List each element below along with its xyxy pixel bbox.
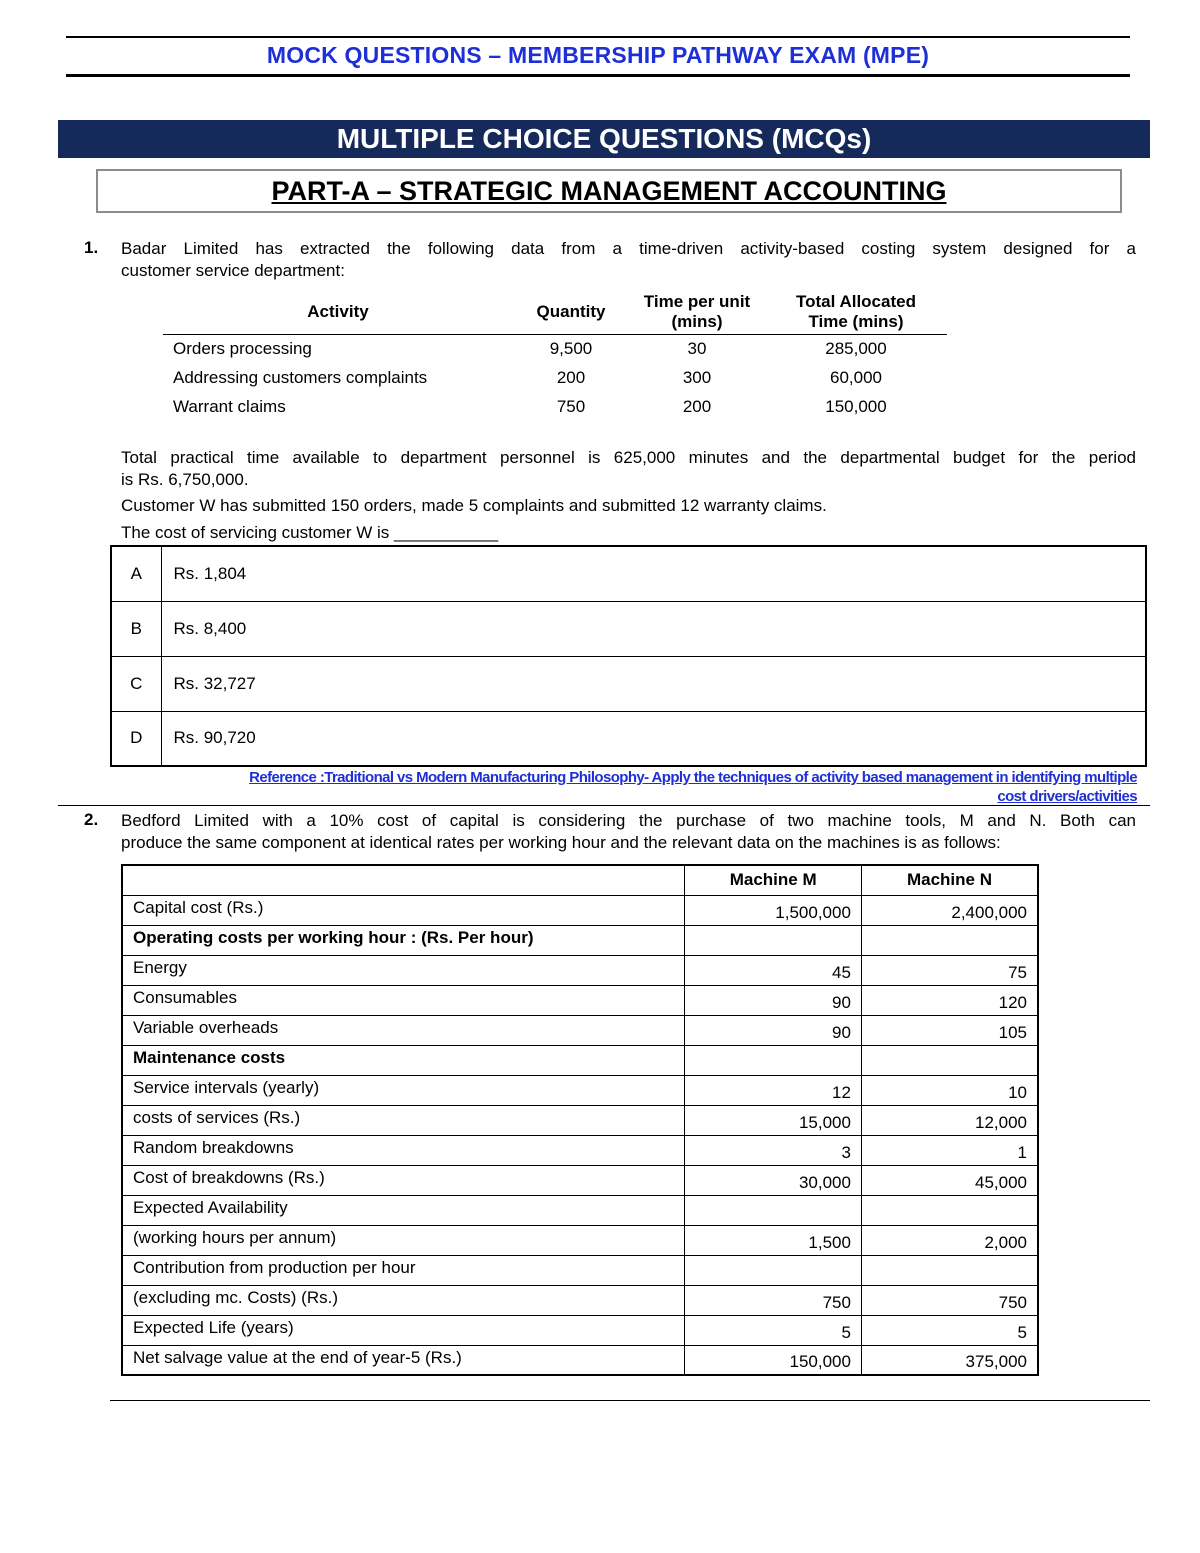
machine-m-value: 90: [685, 985, 862, 1015]
row-label: Expected Availability: [122, 1195, 685, 1225]
option-row-b[interactable]: [111, 601, 1146, 656]
quantity-cell: 750: [556, 397, 586, 416]
machine-n-value: 2,000: [861, 1225, 1038, 1255]
machine-n-value: 10: [861, 1075, 1038, 1105]
table-row: [122, 985, 1038, 1015]
option-letter[interactable]: B: [111, 601, 161, 656]
option-text[interactable]: Rs. 1,804: [161, 546, 1146, 601]
table-row: [122, 925, 1038, 955]
page-header: [66, 36, 1130, 77]
row-label: Contribution from production per hour: [122, 1255, 685, 1285]
machine-n-value: 120: [861, 985, 1038, 1015]
question-1-paragraph-2: Customer W has submitted 150 orders, made 5 complaints and submitted 12 warranty claims.: [121, 496, 827, 515]
option-text[interactable]: Rs. 8,400: [161, 601, 1146, 656]
header-label: [122, 865, 685, 895]
part-heading: PART-A – STRATEGIC MANAGEMENT ACCOUNTING: [271, 176, 947, 206]
machine-n-value: 375,000: [861, 1345, 1038, 1375]
row-label: Service intervals (yearly): [122, 1075, 685, 1105]
machine-m-value: 3: [685, 1135, 862, 1165]
header-rule-bottom: [66, 74, 1130, 77]
option-letter[interactable]: C: [111, 656, 161, 711]
row-label: Maintenance costs: [122, 1045, 685, 1075]
total-time-cell: 150,000: [825, 397, 887, 416]
machine-n-value: 1: [861, 1135, 1038, 1165]
table-row: [122, 1165, 1038, 1195]
machine-n-value: [861, 1045, 1038, 1075]
page-title: MOCK QUESTIONS – MEMBERSHIP PATHWAY EXAM (MPE): [266, 42, 930, 68]
table-row: [122, 1105, 1038, 1135]
question-1-paragraph-1-line-2: is Rs. 6,750,000.: [121, 470, 249, 489]
table-row: [122, 1225, 1038, 1255]
machine-m-value: 1,500,000: [685, 895, 862, 925]
header-total-time-text: Total Allocated Time (mins): [796, 292, 916, 331]
machine-n-value: [861, 1195, 1038, 1225]
row-label: Capital cost (Rs.): [122, 895, 685, 925]
machine-m-value: 750: [685, 1285, 862, 1315]
question-2-line-2: produce the same component at identical rates per working hour and the relevant data on the machines is as follows:: [121, 833, 1001, 852]
footer-divider: [110, 1400, 1150, 1401]
machine-n-value: 2,400,000: [861, 895, 1038, 925]
machine-m-value: [685, 925, 862, 955]
machine-n-value: 12,000: [861, 1105, 1038, 1135]
part-heading-box: [96, 169, 1122, 213]
activity-cost-table: [163, 292, 947, 422]
row-label: Energy: [122, 955, 685, 985]
activity-cell: Warrant claims: [173, 397, 286, 416]
machine-n-value: 75: [861, 955, 1038, 985]
table-row: [122, 955, 1038, 985]
activity-cell: Orders processing: [173, 339, 312, 359]
table-row: [122, 1045, 1038, 1075]
table-row: [122, 1075, 1038, 1105]
mcq-banner: MULTIPLE CHOICE QUESTIONS (MCQs): [58, 120, 1150, 158]
header-time-per-unit: [629, 292, 765, 335]
machine-m-value: 45: [685, 955, 862, 985]
question-1-number: 1.: [84, 238, 99, 257]
total-time-cell: 285,000: [825, 339, 887, 359]
question-1-text: [121, 238, 1136, 282]
table-row: [122, 1255, 1038, 1285]
table-row: [122, 895, 1038, 925]
reference-line-1: Reference :Traditional vs Modern Manufacturing Philosophy- Apply the techniques of activity based management in identifying multiple: [249, 769, 1137, 786]
question-1-line-1: Badar Limited has extracted the following data from a time-driven activity-based costing system designed for a: [121, 239, 1136, 258]
machine-m-value: 15,000: [685, 1105, 862, 1135]
row-label: costs of services (Rs.): [122, 1105, 685, 1135]
option-row-a[interactable]: [111, 546, 1146, 601]
table-row: [163, 364, 947, 393]
question-2-number: 2.: [84, 810, 99, 829]
machine-m-value: [685, 1255, 862, 1285]
option-row-d[interactable]: [111, 711, 1146, 766]
row-label: Operating costs per working hour : (Rs. Per hour): [122, 925, 685, 955]
option-letter[interactable]: D: [111, 711, 161, 766]
option-letter[interactable]: A: [111, 546, 161, 601]
reference-line-2: cost drivers/activities: [997, 788, 1137, 805]
table-row: [163, 393, 947, 422]
header-machine-m: Machine M: [685, 865, 862, 895]
header-quantity: Quantity: [513, 292, 629, 335]
machine-n-value: [861, 1255, 1038, 1285]
time-per-unit-cell: 30: [687, 339, 707, 359]
option-row-c[interactable]: [111, 656, 1146, 711]
header-time-per-unit-text: Time per unit (mins): [643, 292, 751, 331]
machine-m-value: 90: [685, 1015, 862, 1045]
section-divider: [58, 805, 1150, 806]
table-row: [122, 1195, 1038, 1225]
machine-m-value: [685, 1045, 862, 1075]
question-2-text: [121, 810, 1136, 854]
row-label: Variable overheads: [122, 1015, 685, 1045]
machine-m-value: 30,000: [685, 1165, 862, 1195]
option-text[interactable]: Rs. 90,720: [161, 711, 1146, 766]
machine-m-value: 1,500: [685, 1225, 862, 1255]
header-machine-n: Machine N: [861, 865, 1038, 895]
machine-n-value: 5: [861, 1315, 1038, 1345]
table-row: [122, 1015, 1038, 1045]
total-time-cell: 60,000: [830, 368, 882, 387]
reference-note: [150, 768, 1137, 806]
answer-options: [110, 545, 1147, 767]
table-row: [163, 335, 947, 364]
row-label: (excluding mc. Costs) (Rs.): [122, 1285, 685, 1315]
table-row: [122, 1285, 1038, 1315]
quantity-cell: 9,500: [549, 339, 593, 359]
machine-comparison-table: [121, 864, 1039, 1376]
question-1-paragraph-1: [121, 446, 1136, 492]
machine-n-value: [861, 925, 1038, 955]
row-label: (working hours per annum): [122, 1225, 685, 1255]
option-text[interactable]: Rs. 32,727: [161, 656, 1146, 711]
machine-m-value: [685, 1195, 862, 1225]
row-label: Cost of breakdowns (Rs.): [122, 1165, 685, 1195]
machine-m-value: 5: [685, 1315, 862, 1345]
activity-cell: Addressing customers complaints: [173, 368, 428, 387]
machine-n-value: 105: [861, 1015, 1038, 1045]
table-row: [122, 1345, 1038, 1375]
time-per-unit-cell: 300: [682, 368, 712, 387]
machine-m-value: 150,000: [685, 1345, 862, 1375]
header-activity: Activity: [163, 292, 513, 335]
question-1-paragraph-1-line-1: Total practical time available to department personnel is 625,000 minutes and the departmental budget for the period: [121, 448, 1136, 467]
header-total-time: [765, 292, 947, 335]
quantity-cell: 200: [556, 368, 586, 387]
machine-n-value: 750: [861, 1285, 1038, 1315]
row-label: Expected Life (years): [122, 1315, 685, 1345]
machine-m-value: 12: [685, 1075, 862, 1105]
question-1-line-2: customer service department:: [121, 261, 345, 280]
row-label: Consumables: [122, 985, 685, 1015]
question-1-prompt: The cost of servicing customer W is ___________: [121, 523, 499, 542]
question-2-line-1: Bedford Limited with a 10% cost of capital is considering the purchase of two machine tools, M and N. Both can: [121, 811, 1136, 830]
activity-table-header-row: [163, 292, 947, 335]
table-row: [122, 1135, 1038, 1165]
row-label: Net salvage value at the end of year-5 (Rs.): [122, 1345, 685, 1375]
row-label: Random breakdowns: [122, 1135, 685, 1165]
time-per-unit-cell: 200: [682, 397, 712, 416]
table-row: [122, 1315, 1038, 1345]
machine-n-value: 45,000: [861, 1165, 1038, 1195]
machine-table-header-row: [122, 865, 1038, 895]
